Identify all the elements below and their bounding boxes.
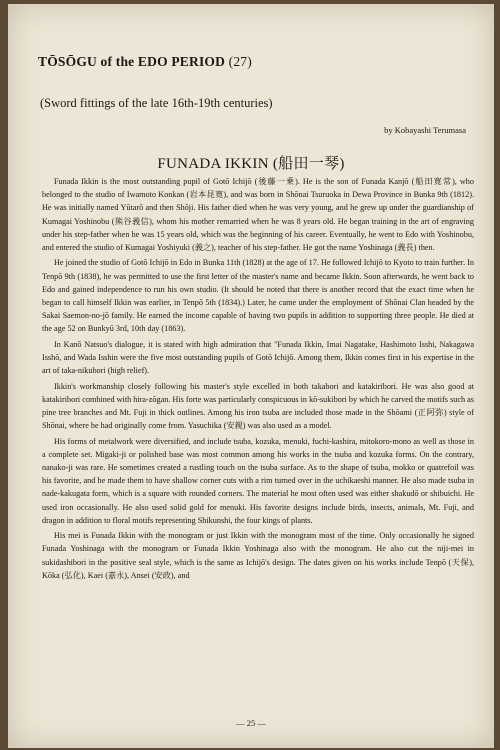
document-page — [8, 4, 494, 748]
paragraph: His forms of metalwork were diversified, and include tsuba, kozuka, menuki, fuchi-kashira, mitokoro-mono as well as those in a complete set. Migaki-ji or polished base was most common among his works in the tsuba and kozuka forms. On the contrary, nanako-ji was rare. He sometimes created a rustling touch on the tsuba surface. As to the shape of tsuba, mokko or quatrefoil was his favorite, and he made them to have shallow corner cuts with a rim turned over in the uchikaeshi manner. He also made tsuba in nade-kakugata form, which is a square with rounded corners. The material he most often used was either shakudō or shibuichi. He used iron occasionally. He also used solid gold for menuki. His favorite designs include birds, insects, animals, Mt. Fuji, and dragon in addition to floral motifs representing Shikunshi, the four kings of plants. — [42, 436, 474, 525]
series-title-text: TŌSŌGU of the EDO PERIOD — [38, 54, 226, 69]
paragraph: Ikkin's workmanship closely following his master's style excelled in both takabori and katakiribori. He was also good at katakiribori combined with hira-zōgan. His forte was particularly conspicuous in kō-sukibori by which he carved the motifs such as pine tree branches and Mt. Fuji in thick outlines. Among his iron tsuba are included those made in the Shōami (正阿弥) style of Shōnai, where he had originally come from. Yasuchika (安親) was also used as a model. — [42, 381, 474, 431]
byline: by Kobayashi Terumasa — [384, 125, 466, 135]
article-heading: FUNADA IKKIN (船田一琴) — [157, 156, 345, 172]
paragraph: He joined the studio of Gotō Ichijō in Edo in Bunka 11th (1828) at the age of 17. He followed Ichijō to Kyoto to train further. In Tenpō 9th (1838), he was permitted to use the first letter of the master's name and became Ikkin. Soon afterwards, he went back to Edo and gained independence to run his own studio. (It should be noted that there is another record that the exact time when he began to call himself Ikkin was earlier, in Tenpō 5th (1834).) Later, he came under the employment of Shōnai Clan headed by the Sakai Saemon-no-jō family. He earned the income capable of having two pupils in addition to supporting three people. He died at the age 52 on Bunkyū 3rd, 10th day (1863). — [42, 258, 474, 334]
series-title — [38, 54, 252, 70]
paragraph: In Kanō Natsuo's dialogue, it is stated with high admiration that "Funada Ikkin, Imai Nagatake, Hashimoto Isshi, Nakagawa Isshō, and Wada Isshin were the five most outstanding pupils of Gotō Ichijō. Among them, Ikkin comes first in his expertise in the art of taka-nikubori (high relief). — [42, 339, 474, 376]
paragraph: Funada Ikkin is the most outstanding pupil of Gotō Ichijō (後藤一乗). He is the son of Funada Kanjō (船田寛常), who belonged to the studio of Iwamoto Konkan (岩本昆寛), and was born in Shōnai Tsuruoka in Dewa Province in Bunka 9th (1812). He was initially named Yūtarō and then Shōji. His father died when he was very young, and he grew up under the guardianship of Kumagai Yoshinobu (熊谷義信), whom his mother remarried when he was 8 years old. He began training in the art of engraving under his step-father when he was 15 years old, which was the beginning of his career. Eventually, he went to Edo with Yoshinobu, and entered the studio of Kumagai Yoshiyuki (義之), teacher of his step-father. He got the name Yoshinaga (義長) then. — [42, 177, 474, 253]
subtitle: (Sword fittings of the late 16th-19th centuries) — [40, 96, 273, 110]
paragraph: His mei is Funada Ikkin with the monogram or just Ikkin with the monogram most of the time. Only occasionally he signed Funada Yoshinaga with the monogram or Funada Ikkin Yoshinaga also with the monogram. He also cut the niji-mei in sukidashibori in the positive seal style, which is the same as Ichijō's design. The dates given on his works include Tenpō (天保), Kōka (弘化), Kaei (嘉永), Ansei (安政), and — [42, 531, 474, 580]
page-number: — 25 — — [236, 718, 266, 728]
series-number: (27) — [228, 54, 252, 69]
article-body — [42, 175, 474, 584]
